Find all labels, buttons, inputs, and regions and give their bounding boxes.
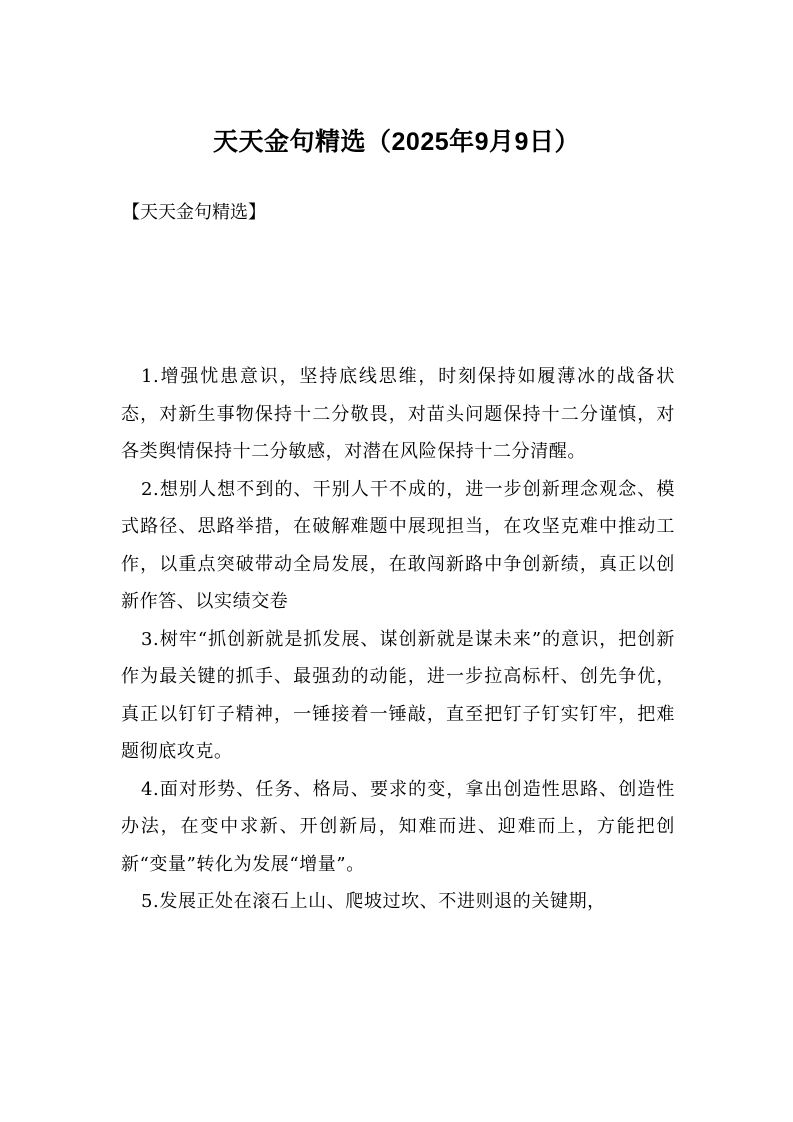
paragraph-2: 2.想别人想不到的、干别人干不成的，进一步创新理念观念、模式路径、思路举措，在破解难题中展现担当，在攻坚克难中推动工作，以重点突破带动全局发展，在敢闯新路中争创新绩，真正以创新作答、以实绩交卷 <box>121 478 675 612</box>
section-tag: 【天天金句精选】 <box>122 202 266 223</box>
paragraph-5: 5.发展正处在滚石上山、爬坡过坎、不进则退的关键期， <box>141 891 606 912</box>
document-body <box>121 358 675 921</box>
paragraph-4: 4.面对形势、任务、格局、要求的变，拿出创造性思路、创造性办法，在变中求新、开创新局，知难而进、迎难而上，方能把创新“变量”转化为发展“增量”。 <box>121 778 675 875</box>
paragraph-3: 3.树牢“抓创新就是抓发展、谋创新就是谋未来”的意识，把创新作为最关键的抓手、最强劲的动能，进一步拉高标杆、创先争优，真正以钉钉子精神，一锤接着一锤敲，直至把钉子钉实钉牢，把难题彻底攻克。 <box>121 628 675 762</box>
document-title: 天天金句精选（2025年9月9日） <box>213 128 580 156</box>
paragraph-1: 1.增强忧患意识，坚持底线思维，时刻保持如履薄冰的战备状态，对新生事物保持十二分敬畏，对苗头问题保持十二分谨慎，对各类舆情保持十二分敏感，对潜在风险保持十二分清醒。 <box>121 366 675 462</box>
